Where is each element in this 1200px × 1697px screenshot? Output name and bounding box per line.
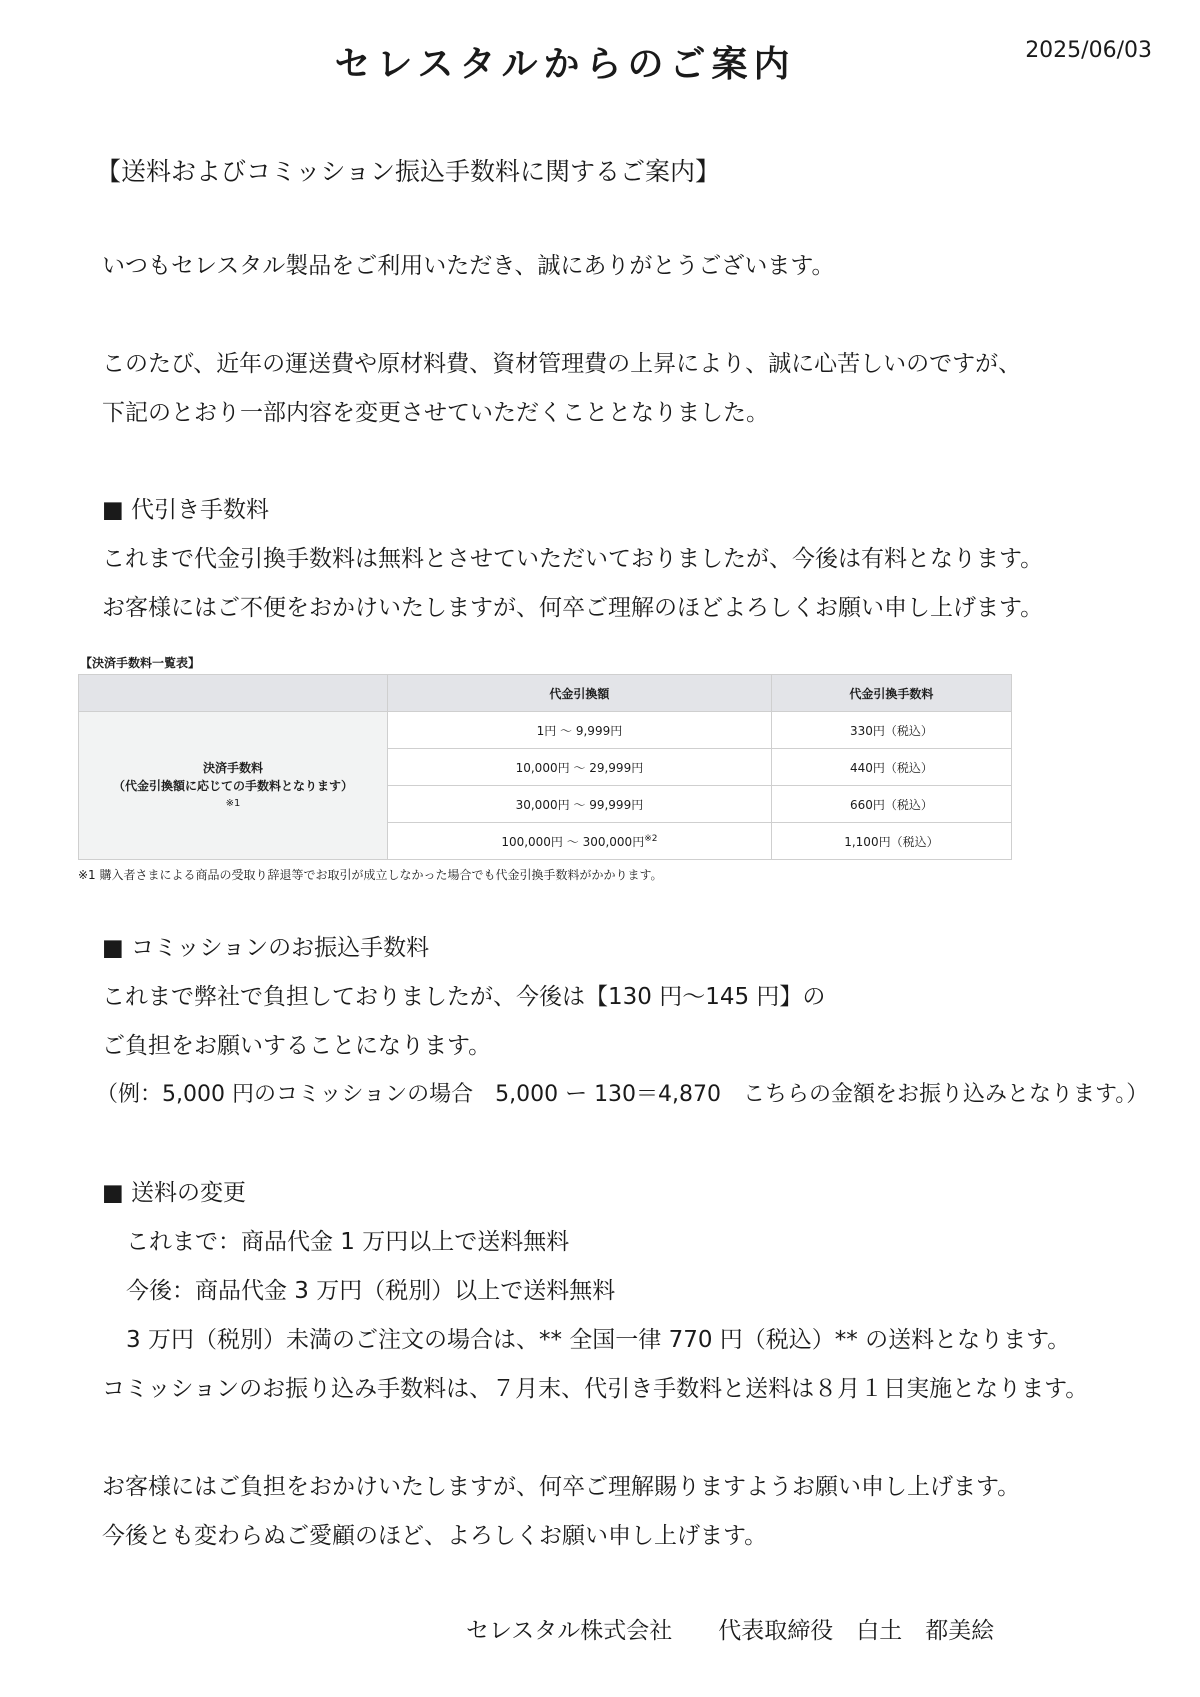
fee-table-caption: 【決済手数料一覧表】 [80,656,201,670]
greeting-text: いつもセレスタル製品をご利用いただき、誠にありがとうございます。 [102,253,835,279]
amount-range-cell: 10,000円 〜 29,999円 [388,749,772,786]
shipping-line-new: 今後：商品代金 3 万円（税別）以上で送料無料 [126,1278,616,1304]
amount-range-cell: 1円 〜 9,999円 [388,712,772,749]
amount-range-footnote-mark: ※2 [644,833,658,844]
commission-example: （例：5,000 円のコミッションの場合 5,000 ー 130＝4,870 こちらの金額をお振り込みとなります。） [96,1082,1149,1107]
commission-section-heading: ■ コミッションのお振込手数料 [102,935,430,961]
closing-line-1: お客様にはご負担をおかけいたしますが、何卒ご理解賜りますようお願い申し上げます。 [102,1474,1021,1500]
intro-line-2: 下記のとおり一部内容を変更させていただくこととなりました。 [102,400,769,426]
fee-cell: 1,100円（税込） [771,823,1011,860]
closing-line-2: 今後とも変わらぬご愛顧のほど、よろしくお願い申し上げます。 [102,1523,768,1549]
fee-cell: 330円（税込） [771,712,1011,749]
fee-table-header-amount: 代金引換額 [388,675,772,712]
amount-range-cell-with-note [388,823,772,860]
fee-table-row-header [79,712,388,860]
implementation-schedule: コミッションのお振り込み手数料は、７月末、代引き手数料と送料は８月１日実施となります。 [102,1376,1089,1402]
cod-line-2: お客様にはご不便をおかけいたしますが、何卒ご理解のほどよろしくお願い申し上げます。 [102,595,1044,621]
fee-table-header-row [79,675,1012,712]
fee-table-header-blank [79,675,388,712]
fee-table [78,674,1012,860]
fee-cell: 440円（税込） [771,749,1011,786]
fee-table-footnote: ※1 購入者さまによる商品の受取り辞退等でお取引が成立しなかった場合でも代金引換手数料がかかります。 [78,868,663,882]
row-header-subtitle: （代金引換額に応じての手数料となります） [112,778,353,793]
row-header-title: 決済手数料 [202,760,263,775]
document-date: 2025/06/03 [1025,38,1152,63]
cod-line-1: これまで代金引換手数料は無料とさせていただいておりましたが、今後は有料となります。 [102,546,1044,572]
amount-range-cell: 30,000円 〜 99,999円 [388,786,772,823]
amount-range-text: 100,000円 〜 300,000円 [501,834,645,849]
page-title: セレスタルからのご案内 [334,44,796,85]
fee-table-header-fee: 代金引換手数料 [771,675,1011,712]
shipping-line-previous: これまで：商品代金 1 万円以上で送料無料 [126,1229,570,1255]
notice-heading: 【送料およびコミッション振込手数料に関するご案内】 [96,157,721,186]
row-header-note: ※1 [225,797,241,809]
intro-line-1: このたび、近年の運送費や原材料費、資材管理費の上昇により、誠に心苦しいのですが、 [102,351,1022,377]
commission-line-2: ご負担をお願いすることになります。 [102,1033,492,1059]
commission-line-1: これまで弊社で負担しておりましたが、今後は【130 円〜145 円】の [102,984,826,1010]
fee-cell: 660円（税込） [771,786,1011,823]
signature: セレスタル株式会社 代表取締役 白土 都美絵 [466,1618,995,1644]
cod-section-heading: ■ 代引き手数料 [102,497,270,523]
table-row [79,712,1012,749]
shipping-section-heading: ■ 送料の変更 [102,1180,247,1206]
shipping-line-under-threshold: 3 万円（税別）未満のご注文の場合は、** 全国一律 770 円（税込）** の送料となります。 [126,1327,1071,1353]
